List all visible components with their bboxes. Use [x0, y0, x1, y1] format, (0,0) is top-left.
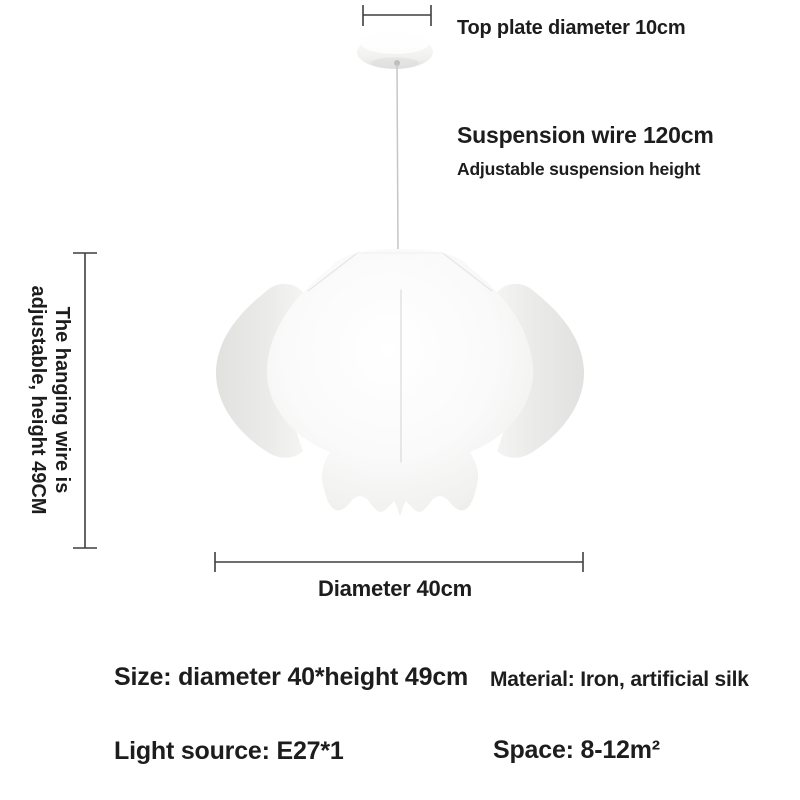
spec-space: Space: 8-12m² — [493, 736, 660, 764]
diameter-dimension-line — [215, 552, 583, 572]
suspension-wire-line — [397, 64, 398, 252]
spec-size: Size: diameter 40*height 49cm — [114, 663, 469, 691]
top-plate-dimension-bracket — [363, 5, 431, 26]
spec-light-source: Light source: E27*1 — [114, 737, 344, 765]
ceiling-plate — [357, 32, 433, 69]
suspension-adjust-label: Adjustable suspension height — [457, 159, 701, 179]
hanging-height-label — [26, 260, 74, 540]
diameter-label: Diameter 40cm — [318, 576, 472, 601]
height-dimension-line — [73, 253, 97, 548]
lampshade-body — [267, 249, 533, 516]
suspension-wire-label: Suspension wire 120cm — [457, 122, 714, 148]
hanging-height-label-line1: The hanging wire is — [51, 306, 73, 494]
hanging-height-label-line2: adjustable, height 49CM — [27, 285, 49, 515]
top-plate-dimension-label: Top plate diameter 10cm — [457, 17, 686, 39]
spec-material: Material: Iron, artificial silk — [490, 668, 749, 691]
